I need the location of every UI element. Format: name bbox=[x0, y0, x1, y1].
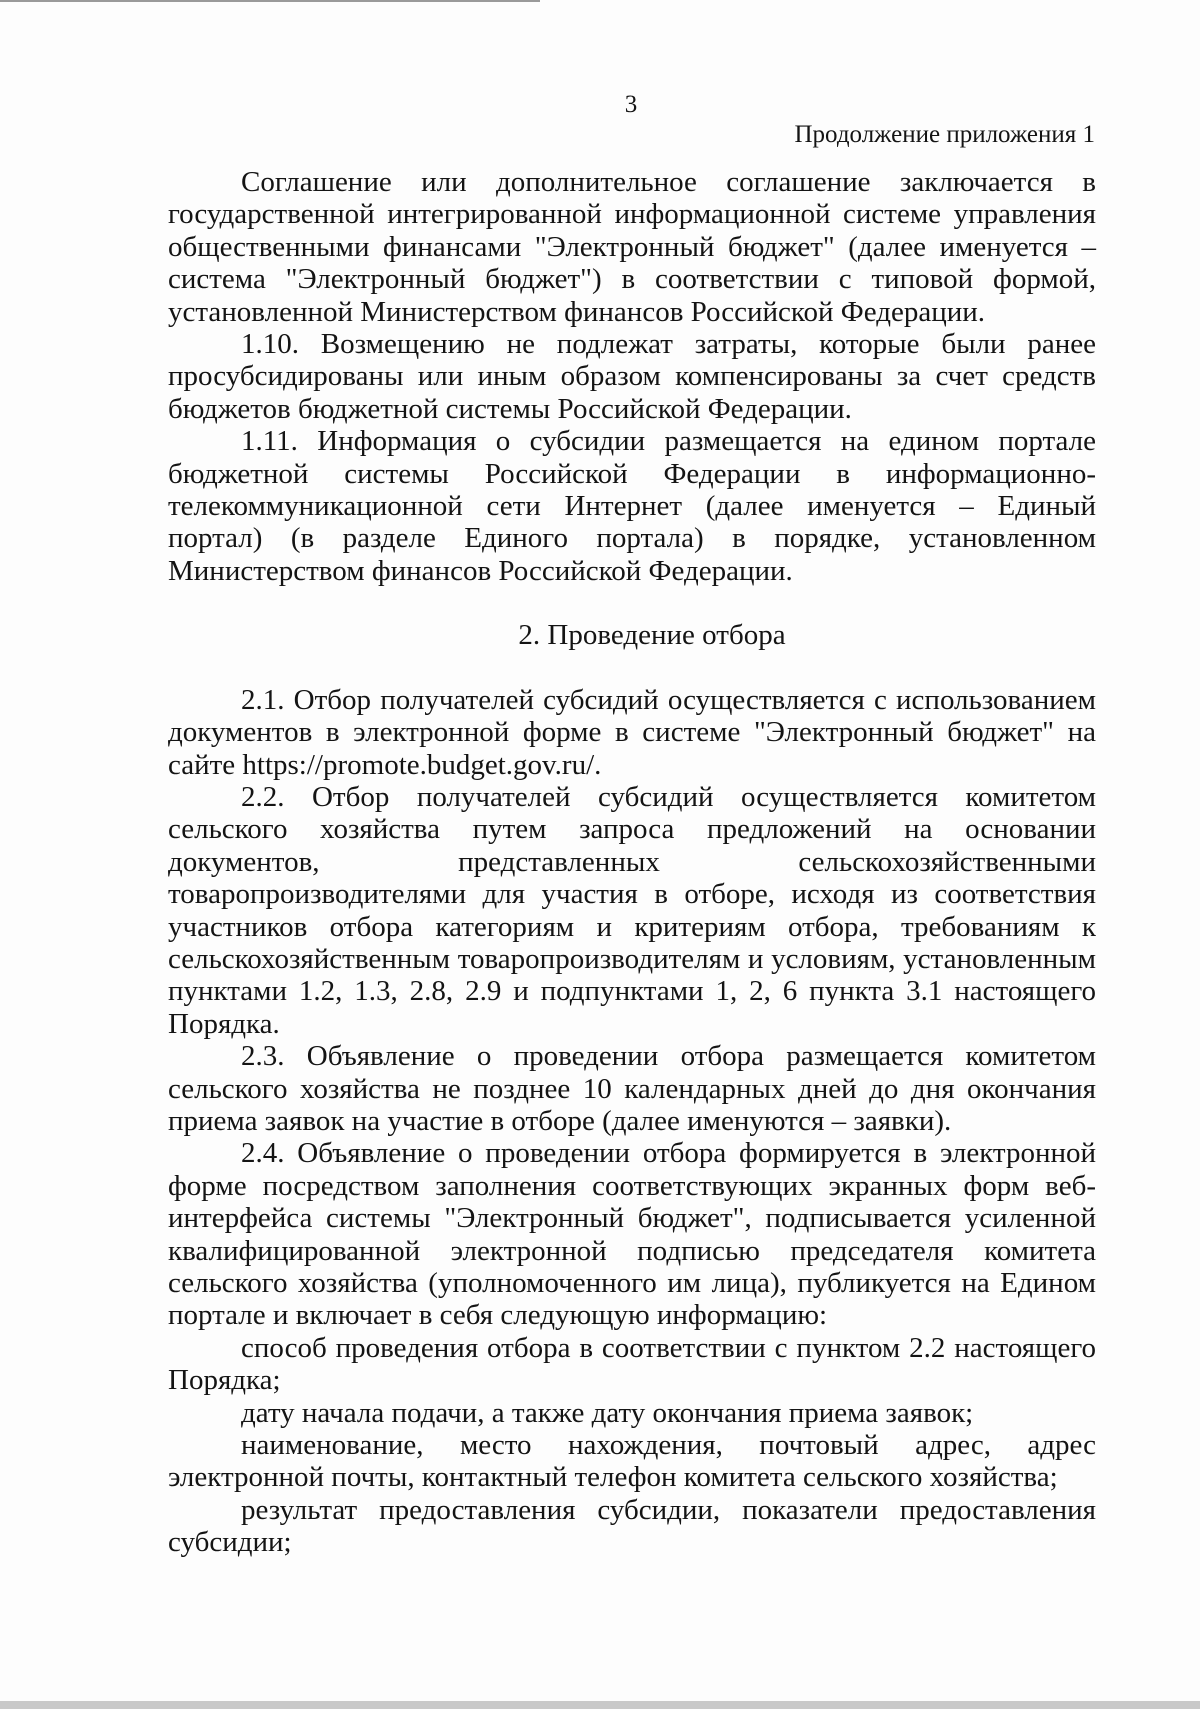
paragraph-agreement: Соглашение или дополнительное соглашение заключается в государственной интегрированной информационной системе управления общественными финансами "Электронный бюджет" (далее именуется – система "Электронный бюджет") в соответствии с типовой формой, установленной Министерством финансов Российской Федерации. bbox=[168, 166, 1096, 328]
paragraph-2-3: 2.3. Объявление о проведении отбора размещается комитетом сельского хозяйства не позднее 10 календарных дней до дня окончания приема заявок на участие в отборе (далее именуются – заявки). bbox=[168, 1040, 1096, 1137]
scan-edge-bottom bbox=[0, 1701, 1200, 1709]
list-item-selection-method: способ проведения отбора в соответствии с пунктом 2.2 настоящего Порядка; bbox=[168, 1331, 1096, 1397]
document-body bbox=[168, 166, 1096, 1559]
scan-edge-top bbox=[0, 0, 540, 2]
section-title: 2. Проведение отбора bbox=[518, 619, 786, 652]
list-item-dates: дату начала подачи, а также дату окончания приема заявок; bbox=[241, 1396, 974, 1429]
paragraph-2-2: 2.2. Отбор получателей субсидий осуществляется комитетом сельского хозяйства путем запроса предложений на основании документов, представленных сельскохозяйственными товаропроизводителями для участия в отборе, исходя из соответствия участников отбора категориям и критериям отбора, требованиям к сельскохозяйственным товаропроизводителям и условиям, установленным пунктами 1.2, 1.3, 2.8, 2.9 и подпунктами 1, 2, 6 пункта 3.1 настоящего Порядка. bbox=[168, 780, 1096, 1040]
paragraph-1-11: 1.11. Информация о субсидии размещается на едином портале бюджетной системы Российской Федерации в информационно-телекоммуникационной сети Интернет (далее именуется – Единый портал) (в разделе Единого портала) в порядке, установленном Министерством финансов Российской Федерации. bbox=[168, 425, 1096, 587]
page-number: 3 bbox=[624, 91, 638, 118]
paragraph-1-10: 1.10. Возмещению не подлежат затраты, которые были ранее просубсидированы или иным образом компенсированы за счет средств бюджетов бюджетной системы Российской Федерации. bbox=[168, 328, 1096, 425]
list-item-committee-contacts: наименование, место нахождения, почтовый адрес, адрес электронной почты, контактный телефон комитета сельского хозяйства; bbox=[168, 1429, 1096, 1494]
paragraph-2-1: 2.1. Отбор получателей субсидий осуществляется с использованием документов в электронной форме в системе "Электронный бюджет" на сайте https://promote.budget.gov.ru/. bbox=[168, 683, 1096, 781]
list-item-subsidy-result: результат предоставления субсидии, показатели предоставления субсидии; bbox=[168, 1493, 1096, 1559]
appendix-continuation-label: Продолжение приложения 1 bbox=[794, 121, 1095, 148]
paragraph-2-4: 2.4. Объявление о проведении отбора формируется в электронной форме посредством заполнения соответствующих экранных форм веб-интерфейса системы "Электронный бюджет", подписывается усиленной квалифицированной электронной подписью председателя комитета сельского хозяйства (уполномоченного им лица), публикуется на Едином портале и включает в себя следующую информацию: bbox=[168, 1137, 1096, 1332]
